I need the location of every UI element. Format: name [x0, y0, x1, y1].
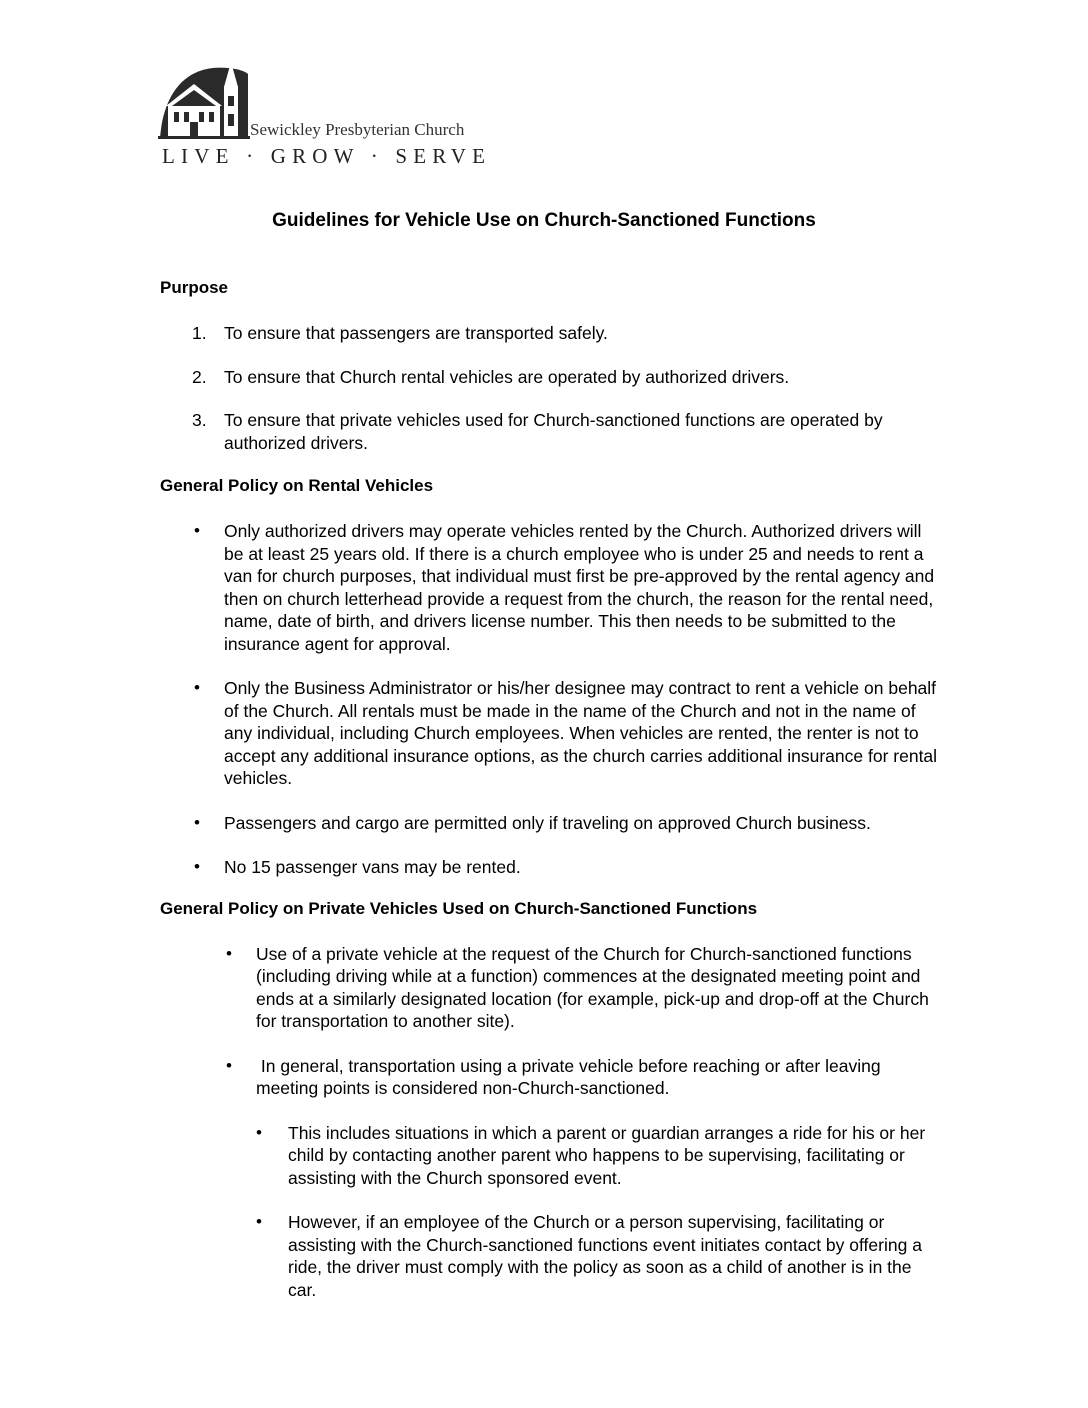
private-subitem-text: However, if an employee of the Church or a person supervising, facilitating or assisting with the Church-sanctioned functions event initiates contact by offering a ride, the driver must comply with the policy as soon as a child of another is in the car.	[288, 1212, 922, 1300]
private-subitem	[160, 1122, 940, 1190]
document-title: Guidelines for Vehicle Use on Church-Sanctioned Functions	[272, 210, 816, 231]
rental-item	[160, 812, 940, 835]
item-number: 3.	[192, 410, 207, 430]
item-number: 2.	[192, 366, 207, 387]
church-name: Sewickley Presbyterian Church	[250, 120, 465, 139]
purpose-item	[160, 409, 940, 454]
rental-heading: General Policy on Rental Vehicles	[160, 476, 434, 495]
purpose-item	[160, 322, 940, 345]
document-body	[160, 278, 940, 1301]
bullet-icon: •	[256, 1122, 262, 1142]
private-item	[160, 943, 940, 1033]
private-item-text: Use of a private vehicle at the request of the Church for Church-sanctioned functions (including driving while at a function) commences at the designated meeting point and ends at a similarly designated location (for example, pick-up and drop-off at the Church for transportation to another site).	[256, 943, 934, 1031]
rental-item-text: Only the Business Administrator or his/her designee may contract to rent a vehicle on behalf of the Church. All rentals must be made in the name of the Church and not in the name of any individual, including Church employees. When vehicles are rented, the renter is not to accept any additional insurance options, as the church carries additional insurance for rental vehicles.	[224, 678, 938, 788]
bullet-icon: •	[194, 812, 200, 832]
rental-item	[160, 856, 940, 879]
rental-item-text: No 15 passenger vans may be rented.	[224, 857, 521, 877]
bullet-icon: •	[226, 943, 232, 963]
bullet-icon: •	[194, 678, 200, 697]
private-heading: General Policy on Private Vehicles Used on Church-Sanctioned Functions	[160, 898, 758, 918]
private-item	[160, 1055, 940, 1100]
rental-item-text: Only authorized drivers may operate vehicles rented by the Church. Authorized drivers will be at least 25 years old. If there is a church employee who is under 25 and needs to rent a van for church purposes, that individual must first be pre-approved by the rental agency and then on church letterhead provide a request from the church, the reason for the rental need, name, date of birth, and drivers license number. This then needs to be submitted to the insurance agent for approval.	[224, 521, 935, 654]
purpose-item-text: To ensure that passengers are transported safely.	[224, 323, 608, 343]
purpose-heading: Purpose	[160, 278, 229, 297]
private-subitem	[160, 1211, 940, 1301]
private-item-text: In general, transportation using a private vehicle before reaching or after leaving meeting points is considered non-Church-sanctioned.	[256, 1055, 886, 1098]
rental-item	[160, 520, 940, 655]
bullet-icon: •	[226, 1055, 232, 1075]
item-number: 1.	[192, 323, 207, 343]
church-tagline: LIVE · GROW · SERVE	[162, 144, 492, 168]
bullet-icon: •	[194, 521, 200, 540]
private-subitem-text: This includes situations in which a parent or guardian arranges a ride for his or her child by contacting another parent who happens to be supervising, facilitating or assisting with the Church sponsored event.	[288, 1122, 926, 1188]
bullet-icon: •	[256, 1212, 262, 1231]
rental-item	[160, 677, 940, 790]
purpose-item-text: To ensure that Church rental vehicles are operated by authorized drivers.	[224, 366, 790, 387]
rental-item-text: Passengers and cargo are permitted only if traveling on approved Church business.	[224, 812, 871, 833]
bullet-icon: •	[194, 857, 200, 876]
purpose-item	[160, 366, 940, 389]
purpose-item-text: To ensure that private vehicles used for Church-sanctioned functions are operated by authorized drivers.	[224, 410, 883, 453]
church-building-icon	[158, 60, 250, 140]
church-logo	[158, 60, 492, 170]
